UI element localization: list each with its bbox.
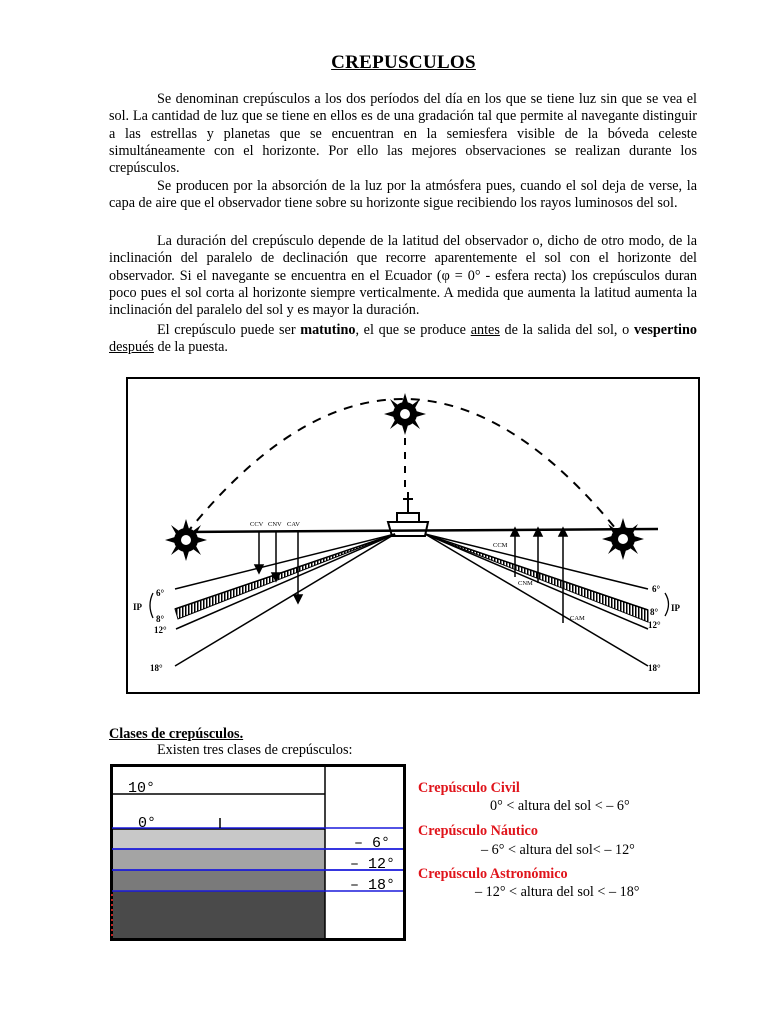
label-right-18: 18° (648, 663, 661, 673)
label-left-ip: IP (133, 602, 142, 612)
astronomical-zone-upper (112, 870, 325, 891)
scale-label-minus18: – 18° (350, 877, 396, 894)
label-right-12: 12° (648, 620, 661, 630)
ray-left-8 (175, 534, 395, 609)
paragraph-cause (109, 178, 697, 213)
sun-icon-right (602, 518, 644, 560)
label-ccm: CCM (493, 542, 508, 549)
paragraph-duration-text: La duración del crepúsculo depende de la latitud del observador o, dicho de otro modo, de la inclinación del paralelo de declinación que recorre aparentemente el sol con el horizonte del observador. Si el navegante se encuentra en el Ecuador (φ = 0° - esfera recta) los crepúsculos duran poco pues el sol corta al horizonte siempre verticalmente. A medida que aumenta la latitud aumenta la inclinación del paralelo del sol y es mayor la duración. (109, 233, 697, 319)
term-antes: antes (470, 322, 500, 338)
horizon-line (183, 529, 658, 532)
class-civil-name: Crepúsculo Civil (418, 780, 520, 796)
paragraph-types (109, 322, 697, 357)
civil-zone (112, 829, 325, 849)
label-right-6: 6° (652, 584, 661, 594)
types-text-2: , el que se produce (355, 322, 471, 338)
twilight-band-left (175, 534, 395, 619)
class-nautical-name: Crepúsculo Náutico (418, 823, 538, 839)
degree-labels-right (648, 584, 681, 673)
astronomical-zone-lower (112, 891, 325, 939)
nautical-zone (112, 849, 325, 870)
label-left-8: 8° (156, 614, 165, 624)
class-nautical-range: – 6° < altura del sol< – 12° (481, 842, 635, 858)
label-left-6: 6° (156, 588, 165, 598)
types-text-1: El crepúsculo puede ser (157, 322, 301, 338)
class-astronomical-name: Crepúsculo Astronómico (418, 866, 568, 882)
paragraph-definition (109, 91, 697, 177)
class-civil-range: 0° < altura del sol < – 6° (490, 798, 630, 814)
scale-label-10: 10° (128, 780, 156, 797)
label-right-8: 8° (650, 607, 659, 617)
ray-left-12 (176, 534, 395, 629)
label-cnm: CNM (518, 580, 533, 587)
altitude-scale (110, 764, 406, 941)
sun-icon-top (384, 393, 426, 435)
types-text-5: de la puesta. (153, 339, 228, 356)
twilight-labels-left (250, 521, 300, 528)
label-ccv: CCV (250, 521, 264, 528)
ip-bracket-left (150, 593, 153, 618)
ray-left-6 (175, 534, 395, 589)
twilight-diagram-svg (128, 379, 698, 692)
scale-label-minus12: – 12° (350, 856, 396, 873)
scale-label-0: 0° (138, 815, 157, 832)
label-left-12: 12° (154, 625, 167, 635)
ip-bracket-right (665, 593, 669, 616)
term-vespertino: vespertino (633, 322, 697, 338)
paragraph-cause-text: Se producen por la absorción de la luz por la atmósfera pues, cuando el sol deja de verse, la capa de aire que el observador tiene sobre su horizonte sigue recibiendo los rayos luminosos del sol. (109, 178, 697, 212)
label-cav: CAV (287, 521, 300, 528)
label-cam: CAM (570, 615, 585, 622)
term-matutino: matutino (300, 322, 356, 338)
section-intro-classes: Existen tres clases de crepúsculos: (157, 742, 353, 758)
label-left-18: 18° (150, 663, 163, 673)
label-right-ip: IP (671, 603, 680, 613)
paragraph-definition-text: Se denominan crepúsculos a los dos períodos del día en los que se tiene luz sin que se vea el sol. La cantidad de luz que se tiene en ellos es de una gradación tal que permite al navegante distinguir a las estrellas y planetas que se encuentran en la semiesfera visible de la bóveda celeste simultáneamente con el horizonte. Por ello las mejores observaciones se realizan durante los crepúsculos. (109, 91, 697, 177)
section-title-classes: Clases de crepúsculos. (109, 726, 244, 742)
types-text-3: de la salida del sol, o (499, 322, 634, 338)
page-title: CREPUSCULOS (331, 52, 476, 73)
paragraph-duration (109, 233, 697, 319)
class-astronomical-range: – 12° < altura del sol < – 18° (475, 884, 640, 900)
term-despues: después (109, 339, 154, 356)
sun-icon-left (165, 519, 207, 561)
scale-label-minus6: – 6° (354, 835, 391, 852)
label-cnv: CNV (268, 521, 282, 528)
twilight-diagram (126, 377, 700, 694)
altitude-scale-svg (110, 764, 406, 941)
